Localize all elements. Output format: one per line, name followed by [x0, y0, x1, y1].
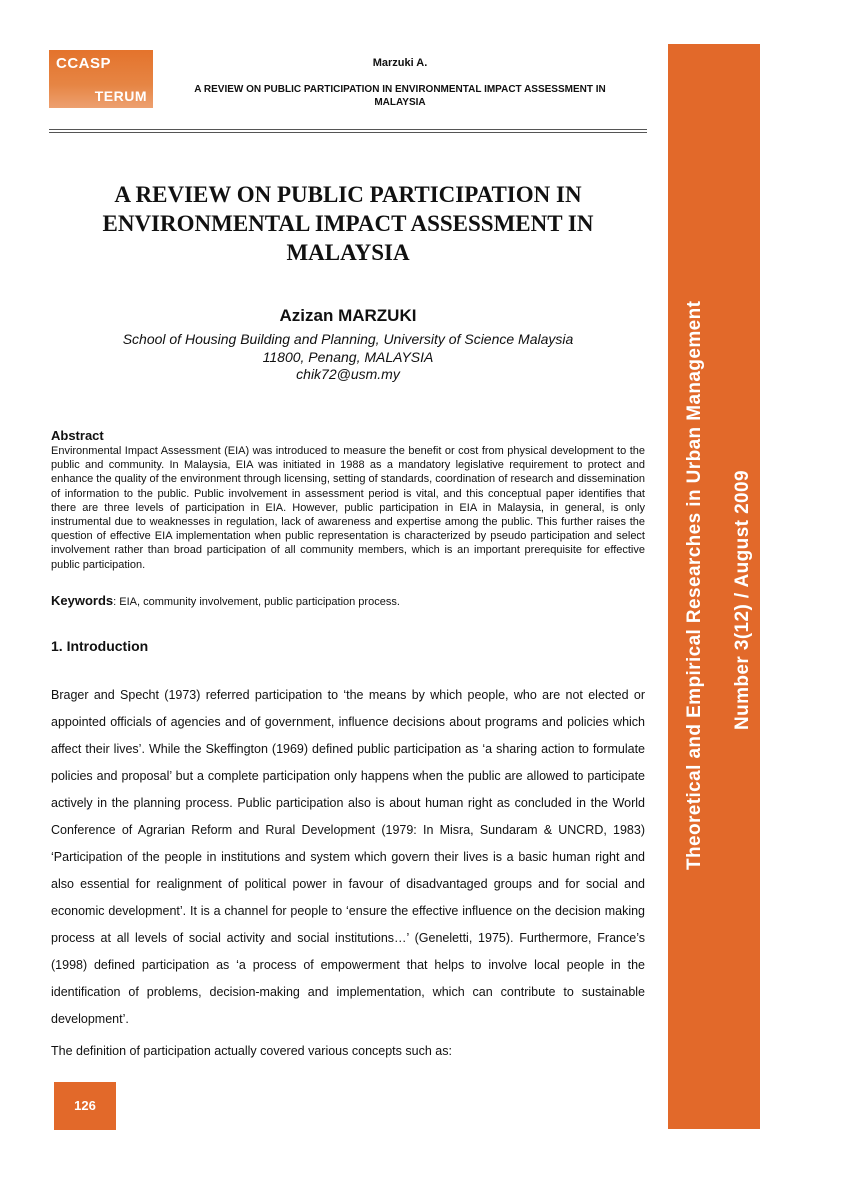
sidebar-journal-name: Theoretical and Empirical Researches in Urban Management [684, 300, 705, 870]
affiliation-institution: School of Housing Building and Planning, University of Science Malaysia [122, 331, 574, 347]
keywords-label: Keywords [51, 593, 114, 608]
logo-text-top: CCASP [56, 55, 112, 72]
running-header-title: A REVIEW ON PUBLIC PARTICIPATION IN ENVIRONMENTAL IMPACT ASSESSMENT IN MALAYSIA [194, 84, 606, 108]
abstract-body: Environmental Impact Assessment (EIA) was introduced to measure the benefit or cost from physical development to the public and community. In Malaysia, EIA was initiated in 1988 as a mandatory legislative requirement to protect and enhance the quality of the environment through licensing, setting of standards, coordination of research and dissemination of information to the public. Public involvement in assessment period is vital, and this conceptual paper identifies that there are three levels of participation in EIA. However, public participation in EIA in Malaysia, in general, is only instrumental due to weaknesses in regulation, lack of awareness and expertise among the public. This further raises the question of effective EIA implementation when public representation is characterized by pseudo participation and select involvement rather than broad participation of all community members, which is an important prerequisite for effective public participation. [51, 445, 645, 571]
introduction-continuation: The definition of participation actually covered various concepts such as: [51, 1044, 452, 1058]
page-number-box [54, 1082, 116, 1130]
page-number: 126 [74, 1098, 96, 1113]
author-email: chik72@usm.my [296, 366, 400, 382]
paper-title: A REVIEW ON PUBLIC PARTICIPATION IN ENVIRONMENTAL IMPACT ASSESSMENT IN MALAYSIA [102, 182, 594, 265]
introduction-paragraph: Brager and Specht (1973) referred participation to ‘the means by which people, who are not elected or appointed officials of agencies and of government, influence decisions about programs and policies which affect their lives’. While the Skeffington (1969) defined public participation as ‘a sharing action to formulate policies and proposal’ but a complete participation only happens when the public are allowed to participate actively in the planning process. Public participation also is about human right as concluded in the World Conference of Agrarian Reform and Rural Development (1979: In Misra, Sundaram & UNCRD, 1983) ‘Participation of the people in institutions and system which govern their lives is a basic human right and also essential for realignment of political power in favour of disadvantaged groups and for social and economic development’. It is a channel for people to ‘ensure the effective influence on the decision making process at all levels of social activity and social institutions…’ (Geneletti, 1975). Furthermore, France’s (1998) defined participation as ‘a process of empowerment that helps to involve local people in the identification of problems, decision-making and implementation, which can contribute to sustainable development’. [51, 688, 645, 1026]
abstract-heading: Abstract [51, 428, 104, 443]
author-name: Azizan MARZUKI [279, 306, 417, 325]
header-rule-top [49, 129, 647, 130]
author-affiliation [49, 331, 647, 384]
header-rule-bottom [49, 132, 647, 133]
keywords [51, 593, 645, 608]
logo-text-bottom: TERUM [94, 88, 147, 104]
keywords-list: : EIA, community involvement, public participation process. [113, 596, 400, 608]
section-heading-introduction: 1. Introduction [51, 638, 149, 654]
journal-logo [49, 50, 153, 108]
sidebar-issue: Number 3(12) / August 2009 [732, 470, 753, 730]
running-header-author: Marzuki A. [372, 57, 428, 69]
affiliation-address: 11800, Penang, MALAYSIA [262, 348, 434, 365]
